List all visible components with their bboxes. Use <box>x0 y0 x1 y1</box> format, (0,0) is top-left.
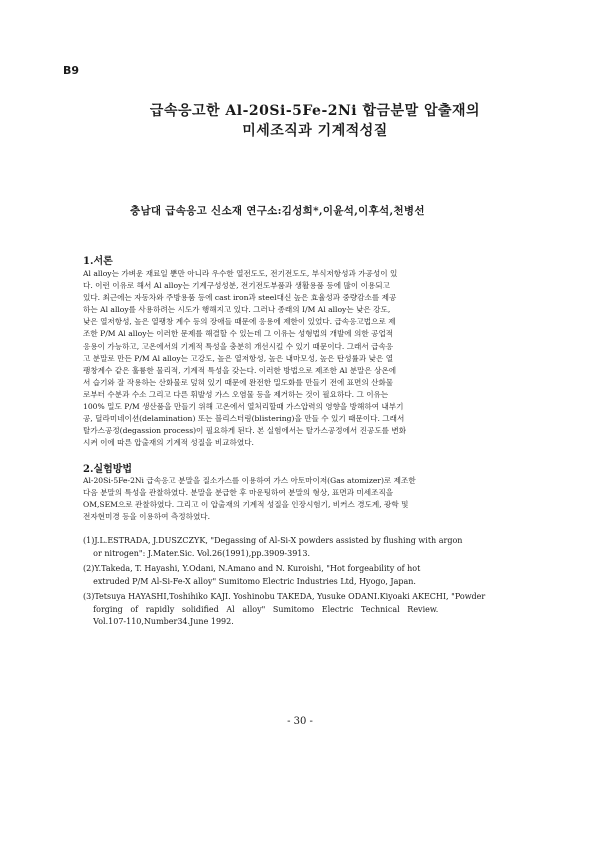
body-line: 낮은 열저항성, 높은 열팽창 계수 등의 장애들 때문에 응용에 제한이 있었다. 급속응고법으로 제 <box>83 317 396 327</box>
reference-line: or nitrogen": J.Mater.Sic. Vol.26(1991),pp.3909-3913. <box>83 548 311 558</box>
section-1-heading: 1.서론 <box>83 256 113 267</box>
body-line: 다. 이런 이유로 해서 Al alloy는 기계구성성분, 전기전도부품과 생활용품 등에 많이 이용되고 <box>83 281 390 291</box>
body-line: 응용이 가능하고, 고온에서의 기계적 특성을 충분히 개선시킬 수 있기 때문이다. 그래서 급속응 <box>83 341 394 351</box>
references-list <box>83 535 523 632</box>
reference-line: Vol.107-110,Number34.June 1992. <box>83 617 234 626</box>
reference-line: (1)J.L.ESTRADA, J.DUSZCZYK, "Degassing of Al-Si-X powders assisted by flushing with argon <box>83 536 463 545</box>
body-line: 100% 밀도 P/M 생산품을 만들기 위해 고온에서 열처리할때 가스압력의 영향을 방해하여 내부기 <box>83 402 404 412</box>
body-line: 하는 Al alloy를 사용하려는 시도가 행해지고 있다. 그러나 종래의 I/M Al alloy는 낮은 강도, <box>83 305 391 315</box>
reference-item <box>83 535 523 560</box>
reference-item <box>83 563 523 588</box>
reference-item <box>83 591 523 629</box>
page-number: - 30 - <box>287 716 313 727</box>
section-1-body <box>83 268 517 449</box>
body-line: Al-20Si-5Fe-2Ni 급속응고 분말을 질소가스를 이용하여 가스 아토마이저(Gas atomizer)로 제조한 <box>83 476 416 485</box>
body-line: 고 분말로 만든 P/M Al alloy는 고강도, 높은 열저항성, 높은 내마모성, 높은 탄성률과 낮은 열 <box>83 353 394 363</box>
section-2-heading: 2.실험방법 <box>83 464 133 475</box>
body-line: 탈가스공정(degassion process)이 필요하게 된다. 본 실험에서는 탈가스공정에서 진공도를 변화 <box>83 426 407 436</box>
reference-line: (3)Tetsuya HAYASHI,Toshihiko KAJI. Yoshinobu TAKEDA, Yusuke ODANI.Kiyoaki AKECHI, "Powder <box>83 592 486 601</box>
page-code: B9 <box>63 64 80 77</box>
section-2-body <box>83 475 517 523</box>
body-line: 시켜 이에 따른 압출재의 기계적 성질을 비교하였다. <box>83 438 254 448</box>
reference-line: forging of rapidly solidified Al alloy" Sumitomo Electric Technical Review. <box>83 604 439 614</box>
title-line-1: 급속응고한 Al-20Si-5Fe-2Ni 합금분말 압출재의 <box>149 103 481 119</box>
body-line: OM,SEM으로 관찰하였다. 그리고 이 압출재의 기계적 성질을 인장시험기, 비커스 경도계, 광학 및 <box>83 500 409 510</box>
body-line: 전자현미경 등을 이용하여 측정하였다. <box>83 512 211 522</box>
body-line: 로부터 수분과 수소 그리고 다른 휘발성 가스 오염물 등을 제거하는 것이 필요하다. 그 이유는 <box>83 389 389 399</box>
body-line: 서 습기와 잘 작용하는 산화물로 덮혀 있기 때문에 완전한 밀도화를 만들기 전에 표면의 산화물 <box>83 377 394 387</box>
body-line: 조한 P/M Al alloy는 이러한 문제를 해결할 수 있는데 그 이유는 성형법의 개발에 의한 공업적 <box>83 329 394 339</box>
body-line: Al alloy는 가벼운 재료일 뿐만 아니라 우수한 열전도도, 전기전도도, 부식저항성과 가공성이 있 <box>83 269 398 278</box>
reference-line: (2)Y.Takeda, T. Hayashi, Y.Odani, N.Amano and N. Kuroishi, "Hot forgeability of hot <box>83 564 421 573</box>
body-line: 공, 딜라미네이션(delamination) 또는 블리스터링(blistering)을 만들 수 있기 때문이다. 그래서 <box>83 414 405 424</box>
body-line: 다음 분말의 특성을 관찰하였다. 분말을 분급한 후 마운팅하여 분말의 형상, 표면과 미세조직을 <box>83 488 394 498</box>
author-affiliation: 충남대 급속응고 신소재 연구소:김성희*,이윤석,이후석,천병선 <box>130 205 425 217</box>
reference-line: extruded P/M Al-Si-Fe-X alloy" Sumitomo Electric Industries Ltd, Hyogo, Japan. <box>83 576 416 586</box>
title-line-2: 미세조직과 기계적성질 <box>242 123 388 139</box>
body-line: 있다. 최근에는 자동차와 주방용품 등에 cast iron과 steel대신 높은 효율성과 중량감소를 제공 <box>83 293 397 303</box>
body-line: 팽창계수 같은 훌륭한 물리적, 기계적 특성을 갖는다. 이러한 방법으로 제조한 Al 분말은 상온에 <box>83 365 397 375</box>
